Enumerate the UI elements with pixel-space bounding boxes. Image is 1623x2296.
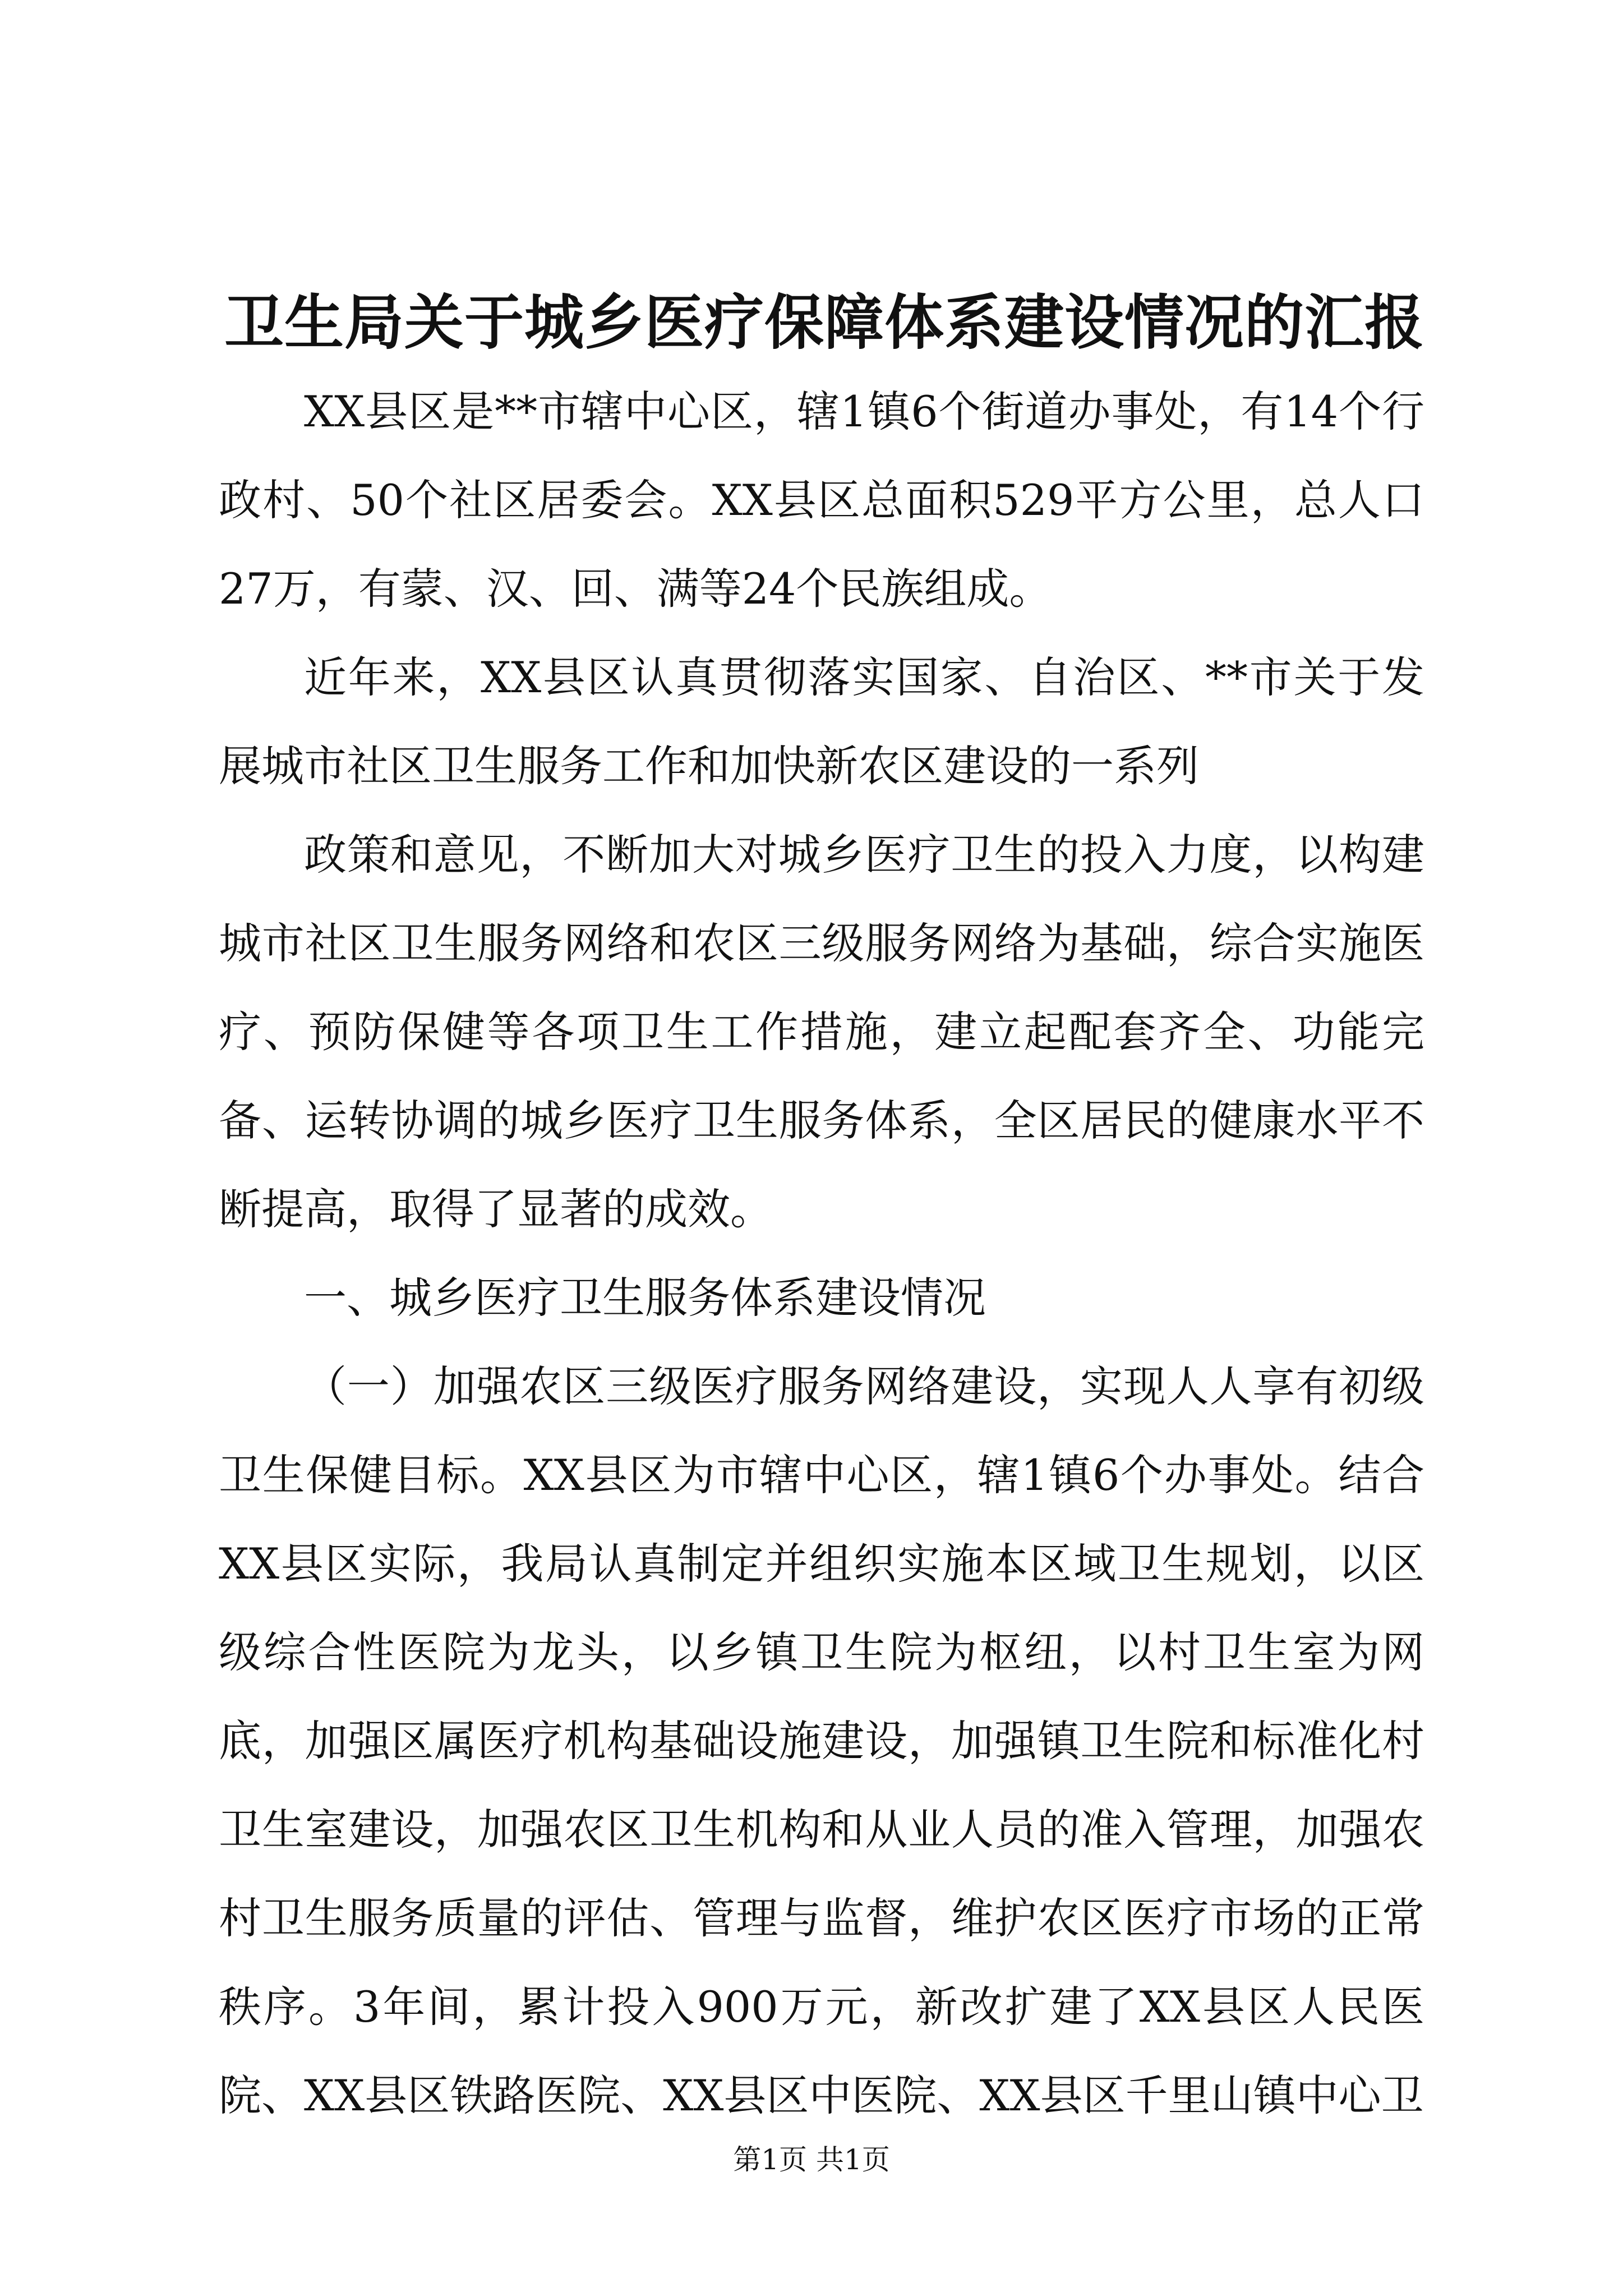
document-title: 卫生局关于城乡医疗保障体系建设情况的汇报: [224, 287, 1424, 357]
document-body: [219, 367, 1424, 2140]
paragraph-recent-years: 近年来，XX县区认真贯彻落实国家、自治区、**市关于发展城市社区卫生服务工作和加快新农区建设的一系列: [219, 652, 1424, 791]
section-heading-1: 一、城乡医疗卫生服务体系建设情况: [304, 1273, 986, 1323]
page-footer: [0, 2140, 1623, 2179]
paragraph-policy: 政策和意见，不断加大对城乡医疗卫生的投入力度，以构建城市社区卫生服务网络和农区三级服务网络为基础，综合实施医疗、预防保健等各项卫生工作措施，建立起配套齐全、功能完备、运转协调的城乡医疗卫生服务体系，全区居民的健康水平不断提高，取得了显著的成效。: [219, 830, 1424, 1234]
paragraph-intro: XX县区是**市辖中心区，辖1镇6个街道办事处，有14个行政村、50个社区居委会。XX县区总面积529平方公里，总人口27万，有蒙、汉、回、满等24个民族组成。: [219, 386, 1424, 614]
page-number: 第1页 共1页: [733, 2143, 890, 2176]
paragraph-section-1-1: （一）加强农区三级医疗服务网络建设，实现人人享有初级卫生保健目标。XX县区为市辖中心区，辖1镇6个办事处。结合XX县区实际，我局认真制定并组织实施本区域卫生规划，以区级综合性医院为龙头，以乡镇卫生院为枢纽，以村卫生室为网底，加强区属医疗机构基础设施建设，加强镇卫生院和标准化村卫生室建设，加强农区卫生机构和从业人员的准入管理，加强农村卫生服务质量的评估、管理与监督，维护农区医疗市场的正常秩序。3年间，累计投入900万元，新改扩建了XX县区人民医院、XX县区铁路医院、XX县区中医院、XX县区千里山镇中心卫: [219, 1361, 1424, 2120]
